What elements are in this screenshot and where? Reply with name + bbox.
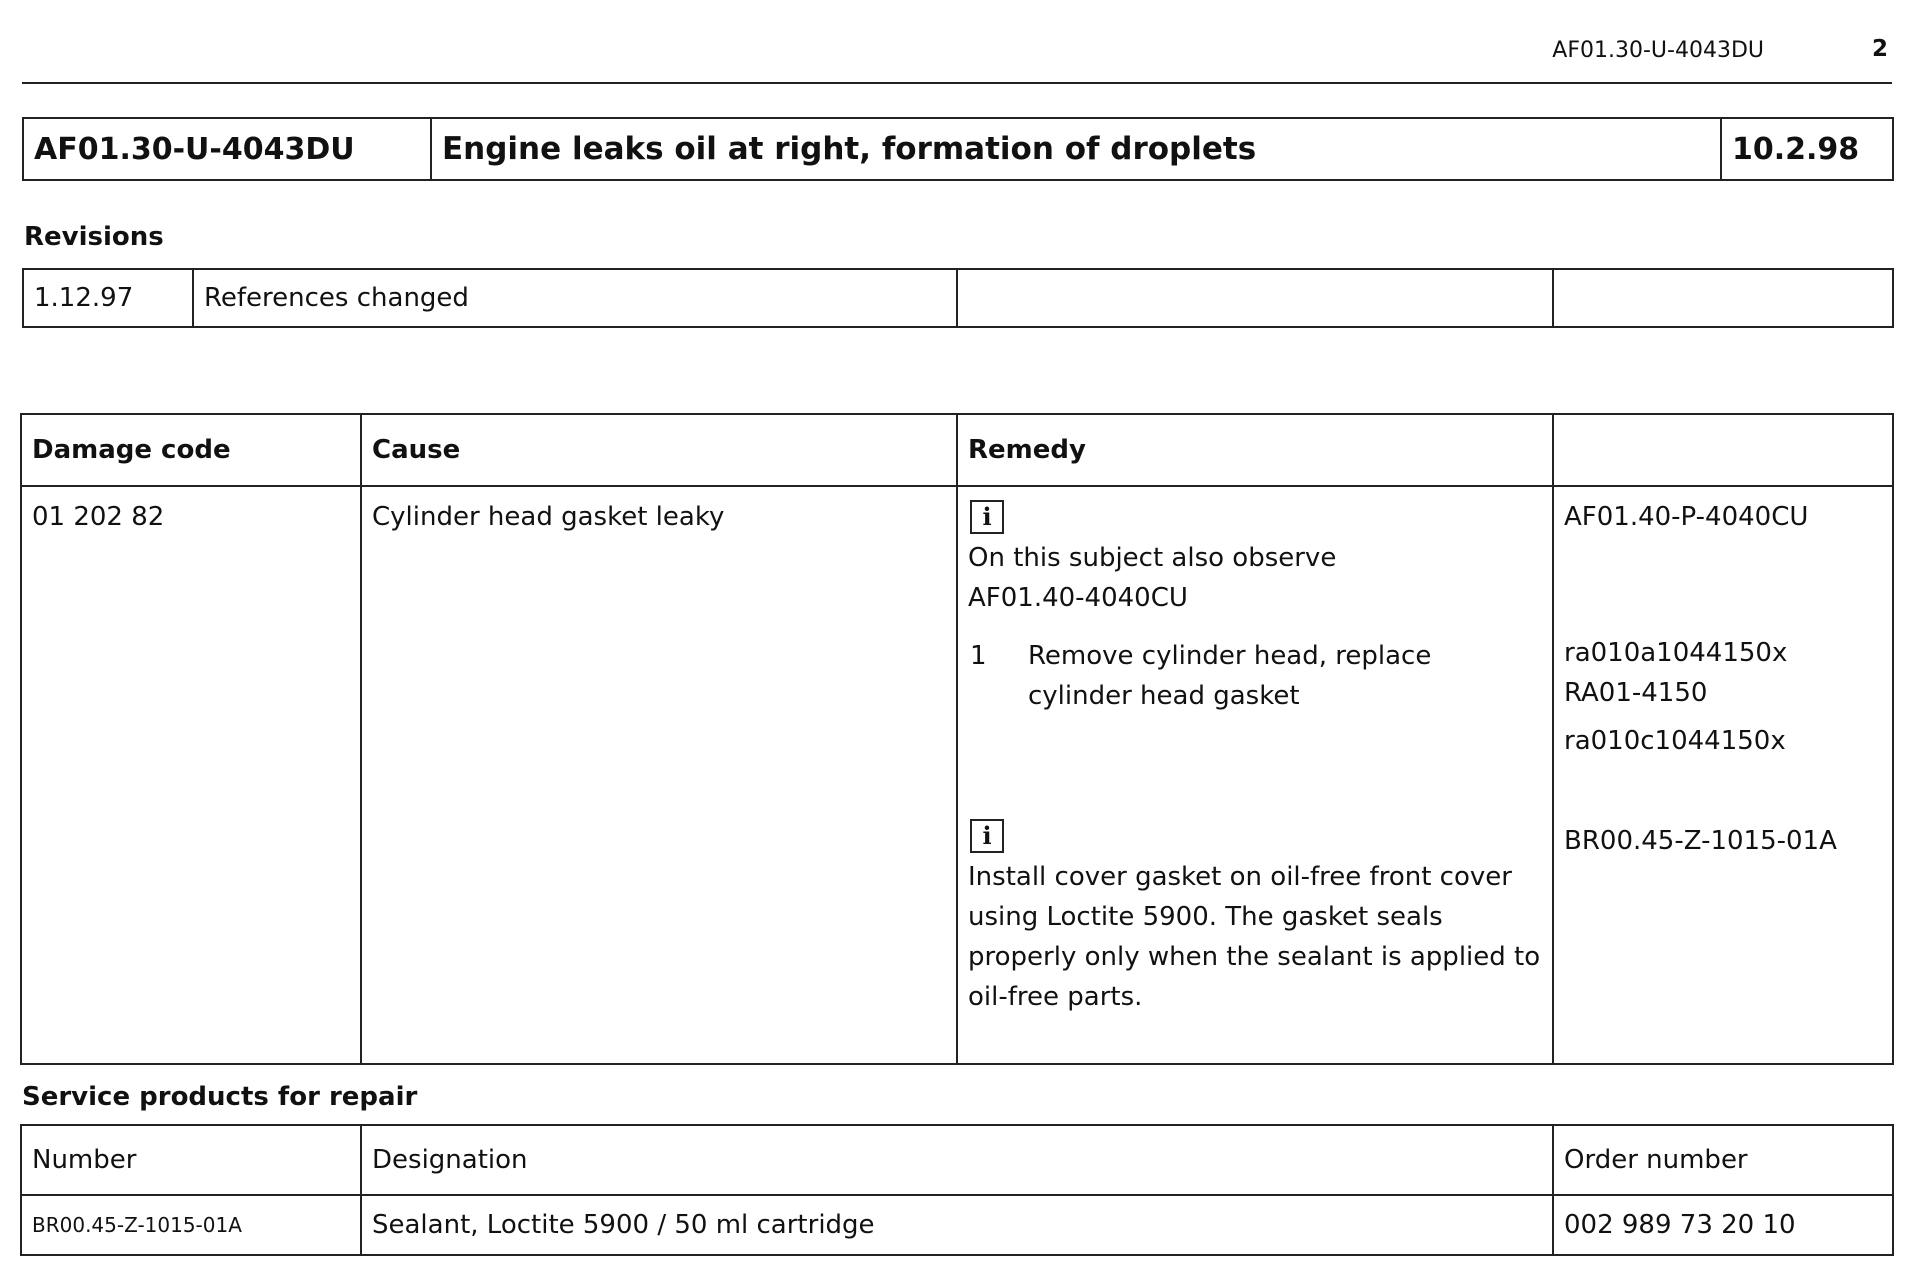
reference-link[interactable]: BR00.45-Z-1015-01A (1564, 826, 1837, 856)
remedy-note-2-text: Install cover gasket on oil-free front cover using Loctite 5900. The gasket seals properly only when the sealant is applied to oil-free parts. (968, 862, 1541, 1012)
header-order-number: Order number (1553, 1125, 1893, 1195)
product-number: BR00.45-Z-1015-01A (21, 1195, 361, 1255)
damage-code: 01 202 82 (32, 502, 165, 532)
reference-graphic-id: ra010c1044150x (1564, 726, 1786, 756)
remedy-note-1-line2: AF01.40-4040CU (968, 583, 1188, 613)
info-icon: i (970, 500, 1004, 534)
revision-empty-cell (1553, 269, 1893, 327)
damage-table (20, 413, 1894, 1065)
table-row (21, 486, 1893, 1064)
cause-text: Cylinder head gasket leaky (372, 502, 725, 532)
product-order-number: 002 989 73 20 10 (1553, 1195, 1893, 1255)
cause-cell (361, 486, 957, 1064)
remedy-step (968, 636, 1542, 716)
header-designation: Designation (361, 1125, 1553, 1195)
revisions-heading: Revisions (24, 222, 164, 252)
remedy-note-1-line1: On this subject also observe (968, 543, 1337, 573)
reference-link[interactable]: RA01-4150 (1564, 678, 1708, 708)
header-references (1553, 414, 1893, 486)
service-products-table (20, 1124, 1894, 1256)
revision-date: 1.12.97 (23, 269, 193, 327)
reference-graphic-id: ra010a1044150x (1564, 638, 1788, 668)
remedy-note-2 (968, 816, 1542, 1017)
title-row (23, 118, 1893, 180)
service-products-heading: Service products for repair (22, 1082, 418, 1112)
product-designation: Sealant, Loctite 5900 / 50 ml cartridge (361, 1195, 1553, 1255)
title-table (22, 117, 1894, 181)
info-icon: i (970, 819, 1004, 853)
remedy-cell (957, 486, 1553, 1064)
header-remedy: Remedy (957, 414, 1553, 486)
table-row (23, 269, 1893, 327)
document-title: Engine leaks oil at right, formation of droplets (431, 118, 1721, 180)
references-cell (1553, 486, 1893, 1064)
header-doc-id: AF01.30-U-4043DU (1552, 38, 1764, 63)
header-cause: Cause (361, 414, 957, 486)
remedy-note-1 (968, 497, 1542, 618)
running-header (22, 34, 1892, 84)
step-text: Remove cylinder head, replace cylinder head gasket (1028, 641, 1432, 711)
document-date: 10.2.98 (1721, 118, 1893, 180)
revision-empty-cell (957, 269, 1553, 327)
step-number: 1 (970, 641, 987, 671)
table-row (21, 1195, 1893, 1255)
header-damage-code: Damage code (21, 414, 361, 486)
reference-link[interactable]: AF01.40-P-4040CU (1564, 502, 1809, 532)
revisions-table (22, 268, 1894, 328)
header-number: Number (21, 1125, 361, 1195)
page-number: 2 (1871, 36, 1888, 62)
revision-text: References changed (193, 269, 957, 327)
damage-table-header (21, 414, 1893, 486)
document-code: AF01.30-U-4043DU (23, 118, 431, 180)
service-products-header (21, 1125, 1893, 1195)
damage-code-cell (21, 486, 361, 1064)
